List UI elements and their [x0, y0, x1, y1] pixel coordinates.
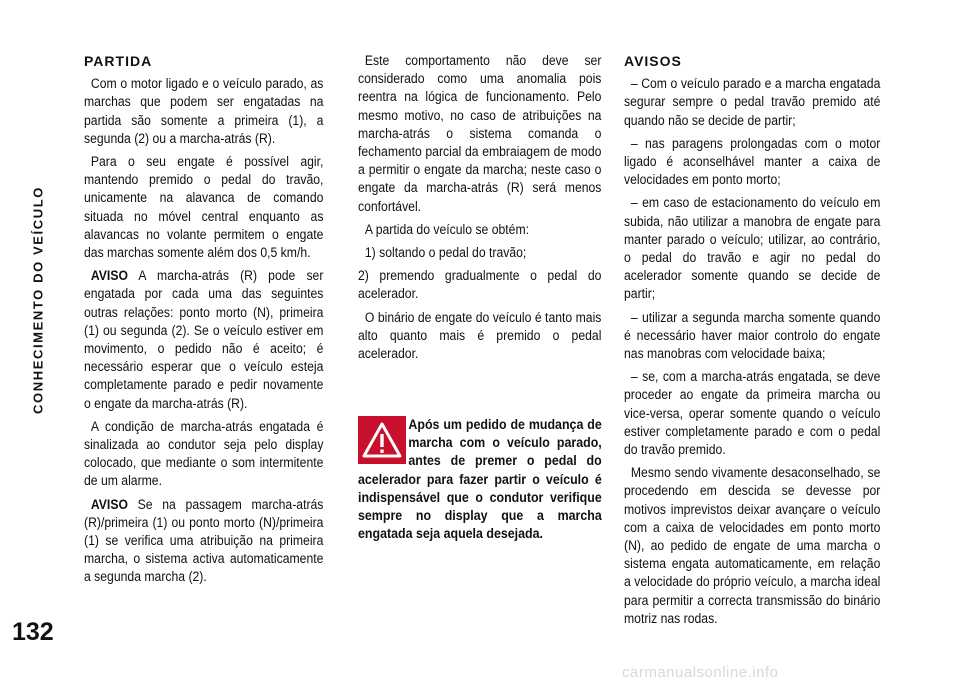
paragraph: A condição de marcha-atrás engatada é sinalizada ao condutor seja pelo display colocado, que mediante o som intermitente de um alarme. [84, 418, 324, 490]
list-item: 1) soltando o pedal do travão; [364, 245, 527, 262]
list-item: 2) premendo gradualmente o pedal do acelerador. [358, 268, 602, 303]
paragraph: Este comportamento não deve ser considerado como uma anomalia pois reentra na lógica de funcionamento. Pelo mesmo motivo, no caso de atribuições na marcha-atrás o sistema comanda o fechamento parcial da embraiagem de modo a permitir o engate da marcha; neste caso o engate da marcha-atrás (R) será menos confortável. [358, 53, 602, 215]
paragraph: A partida do veículo se obtém: [364, 221, 530, 238]
paragraph: O binário de engate do veículo é tanto mais alto quanto mais é premido o pedal acelerador. [358, 309, 602, 363]
section-title [18, 40, 58, 560]
sidebar [0, 0, 82, 692]
aviso-label: AVISO [90, 496, 128, 513]
section-title-text: CONHECIMENTO DO VEÍCULO [30, 186, 46, 414]
list-item: – em caso de estacionamento do veículo em subida, não utilizar a manobra de engate para manter parado o veículo; utilizar, ao contrário, o pedal do travão e agir no pedal do acelerador somente quando se decide de partir; [624, 195, 881, 303]
watermark: carmanualsonline.info [622, 664, 779, 681]
paragraph-aviso-1 [84, 267, 323, 413]
paragraph: Mesmo sendo vivamente desaconselhado, se procedendo em descida se devesse por motivos imprevistos deixar avançare o veículo com a caixa de velocidades em ponto morto (N), ao pedido de engate de uma marcha o sistema engata automaticamente, em relação a velocidade do próprio veículo, a marcha ideal para permitir a correcta transmissão do binário motriz nas rodas. [624, 465, 881, 627]
column-3 [624, 52, 881, 633]
column-1 [84, 52, 324, 592]
page-number: 132 [12, 618, 54, 646]
column-2 [358, 52, 602, 368]
heading-partida: PARTIDA [84, 53, 153, 69]
warning-box [358, 416, 602, 543]
aviso-label: AVISO [90, 268, 128, 285]
warning-text-wrap [358, 416, 602, 543]
paragraph-aviso-2 [84, 496, 323, 587]
aviso-text: A marcha-atrás (R) pode ser engatada por cada uma das seguintes outras relações: ponto morto (N), primeira (1) ou segunda (2). Se o veículo estiver em movimento, o pedido não é aceito; é necessário esperar que o veículo esteja completamente parado e pedir novamente o engate da marcha-atrás (R). [84, 268, 324, 412]
list-item: – nas paragens prolongadas com o motor ligado é aconselhável manter a caixa de velocidades em ponto morto; [624, 135, 881, 189]
aviso-text: Se na passagem marcha-atrás (R)/primeira (1) ou ponto morto (N)/primeira (1) se verifica uma atribuição na primeira marcha, o sistema activa automaticamente a segunda marcha (2). [84, 496, 324, 586]
paragraph: Para o seu engate é possível agir, mantendo premido o pedal do travão, unicamente na alavanca de comando situada no móvel central enquanto as alavancas no volante permitem o engate das marchas somente além dos 0,5 km/h. [84, 154, 324, 262]
list-item: – Com o veículo parado e a marcha engatada segurar sempre o pedal travão premido até quando não se decide de partir; [624, 76, 881, 129]
list-item: – se, com a marcha-atrás engatada, se deve proceder ao engate da primeira marcha ou vice-versa, operar somente quando o veículo estiver completamente parado e com o pedal do travão premido. [624, 369, 881, 459]
warning-text: Após um pedido de mudança de marcha com o veículo parado, antes de premer o pedal do acelerador para fazer partir o veículo é indispensável que o condutor verifique sempre no display que a marcha engatada seja aquela desejada. [358, 417, 602, 542]
list-item: – utilizar a segunda marcha somente quando é necessário haver maior controlo do engate nas manobras com velocidade baixa; [624, 309, 881, 363]
heading-avisos: AVISOS [624, 53, 682, 69]
paragraph: Com o motor ligado e o veículo parado, as marchas que podem ser engatadas na partida são somente a primeira (1), a segunda (2) ou a marcha-atrás (R). [84, 76, 324, 147]
